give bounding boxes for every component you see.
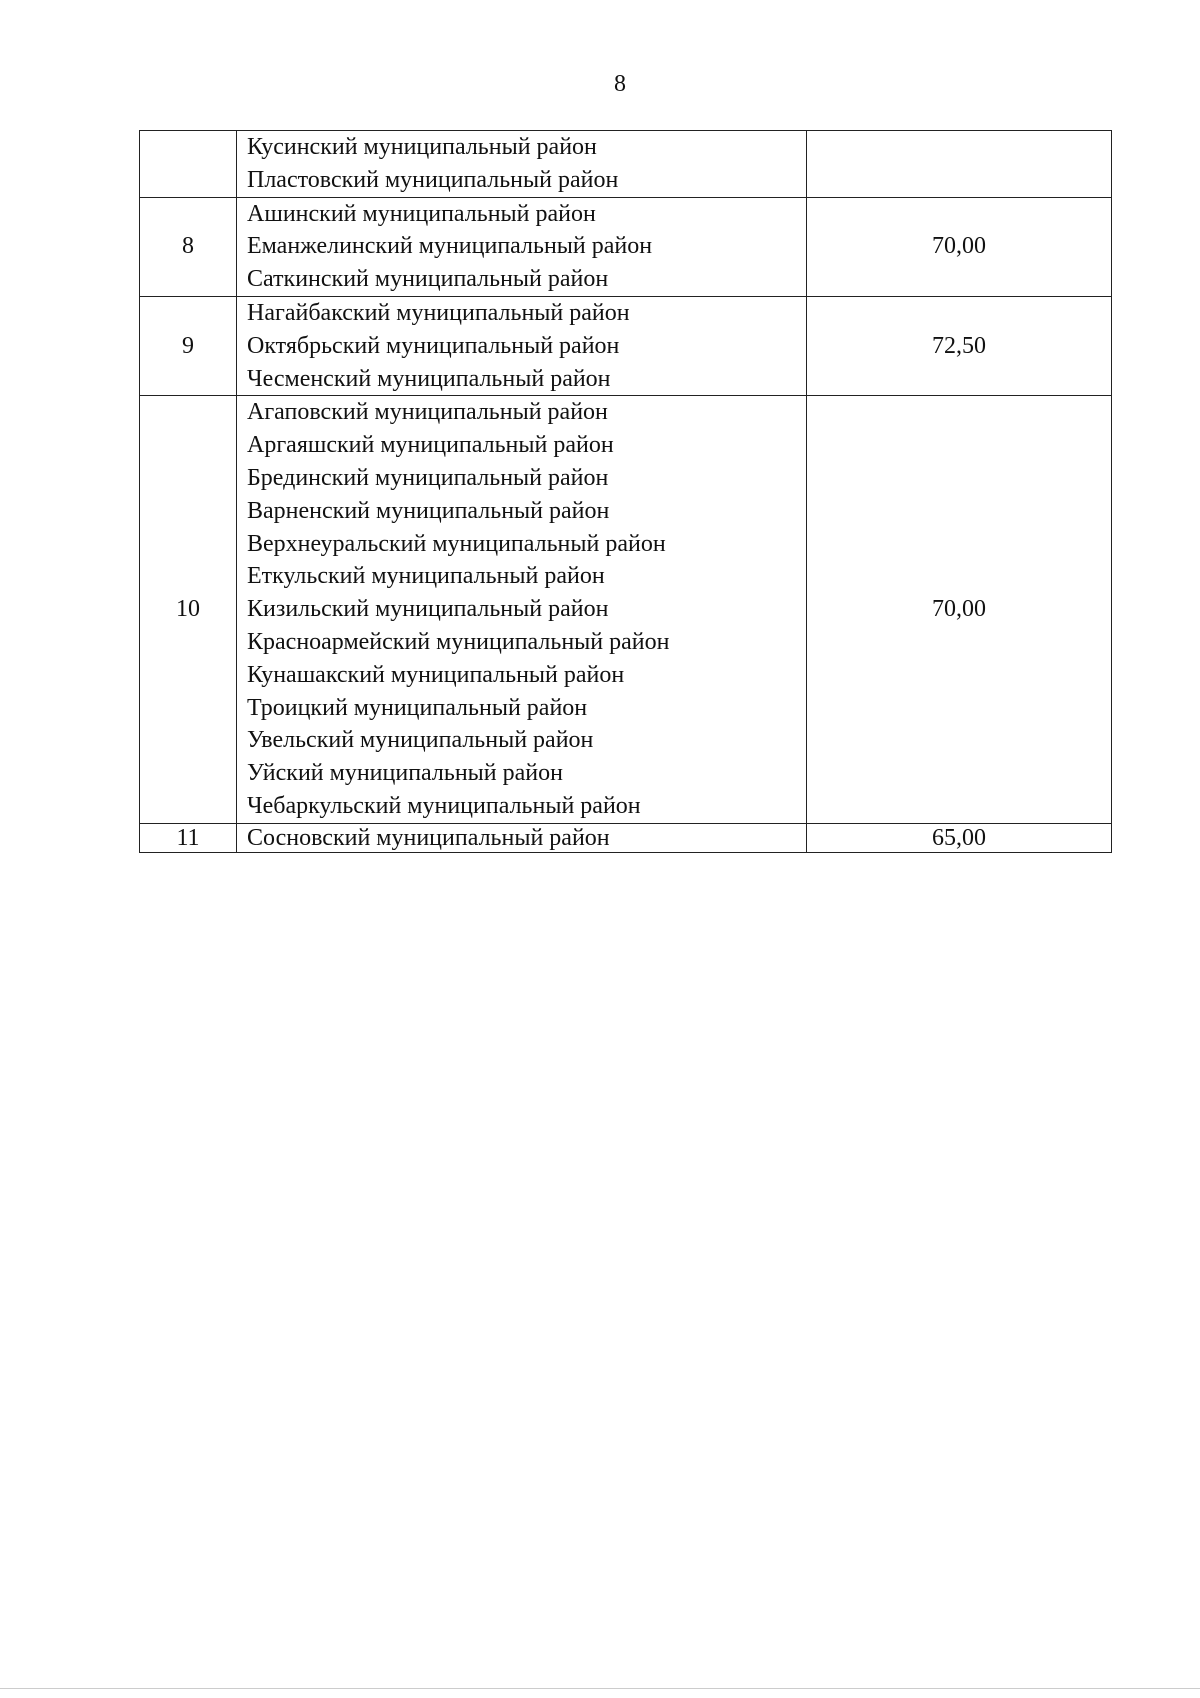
table-row: [140, 197, 1112, 296]
district-name: Чебаркульский муниципальный район: [247, 792, 641, 819]
group-number-cell: 10: [140, 396, 237, 823]
district-name: Троицкий муниципальный район: [247, 694, 588, 721]
district-name: Брединский муниципальный район: [247, 464, 609, 491]
district-name: Кусинский муниципальный район: [247, 134, 597, 160]
district-list-cell: [237, 296, 807, 395]
districts-table: [139, 130, 1112, 853]
district-name: Саткинский муниципальный район: [247, 266, 609, 293]
group-number-cell: [140, 131, 237, 198]
district-name: Еманжелинский муниципальный район: [247, 233, 653, 260]
coefficient-value-cell: 65,00: [807, 823, 1112, 852]
district-name: Увельский муниципальный район: [247, 727, 594, 754]
district-name: Красноармейский муниципальный район: [247, 628, 670, 655]
district-name: Чесменский муниципальный район: [247, 365, 611, 392]
page-number: 8: [614, 71, 626, 97]
district-name: Ашинский муниципальный район: [247, 200, 596, 227]
district-name: Октябрьский муниципальный район: [247, 332, 620, 359]
page-bottom-rule: [0, 1688, 1200, 1689]
district-list-cell: [237, 823, 807, 852]
district-list-cell: [237, 197, 807, 296]
coefficient-value-cell: 70,00: [807, 396, 1112, 823]
district-name: Агаповский муниципальный район: [247, 399, 608, 426]
district-name: Уйский муниципальный район: [247, 760, 563, 787]
district-list-cell: [237, 396, 807, 823]
table-row: [140, 131, 1112, 198]
coefficient-value-cell: [807, 131, 1112, 198]
district-name: Пластовский муниципальный район: [247, 166, 619, 193]
district-name: Аргаяшский муниципальный район: [247, 432, 614, 459]
district-list-cell: [237, 131, 807, 198]
district-name: Нагайбакский муниципальный район: [247, 299, 630, 326]
district-name: Варненский муниципальный район: [247, 497, 610, 524]
group-number-cell: 11: [140, 823, 237, 852]
district-name: Верхнеуральский муниципальный район: [247, 530, 666, 557]
group-number-cell: 8: [140, 197, 237, 296]
district-name: Сосновский муниципальный район: [247, 824, 610, 851]
table-row: [140, 396, 1112, 823]
table-row: [140, 823, 1112, 852]
district-name: Кизильский муниципальный район: [247, 596, 609, 623]
table-body: [140, 131, 1112, 853]
group-number-cell: 9: [140, 296, 237, 395]
district-name: Кунашакский муниципальный район: [247, 661, 625, 688]
district-name: Еткульский муниципальный район: [247, 563, 605, 590]
coefficient-value-cell: 70,00: [807, 197, 1112, 296]
coefficient-value-cell: 72,50: [807, 296, 1112, 395]
table-row: [140, 296, 1112, 395]
